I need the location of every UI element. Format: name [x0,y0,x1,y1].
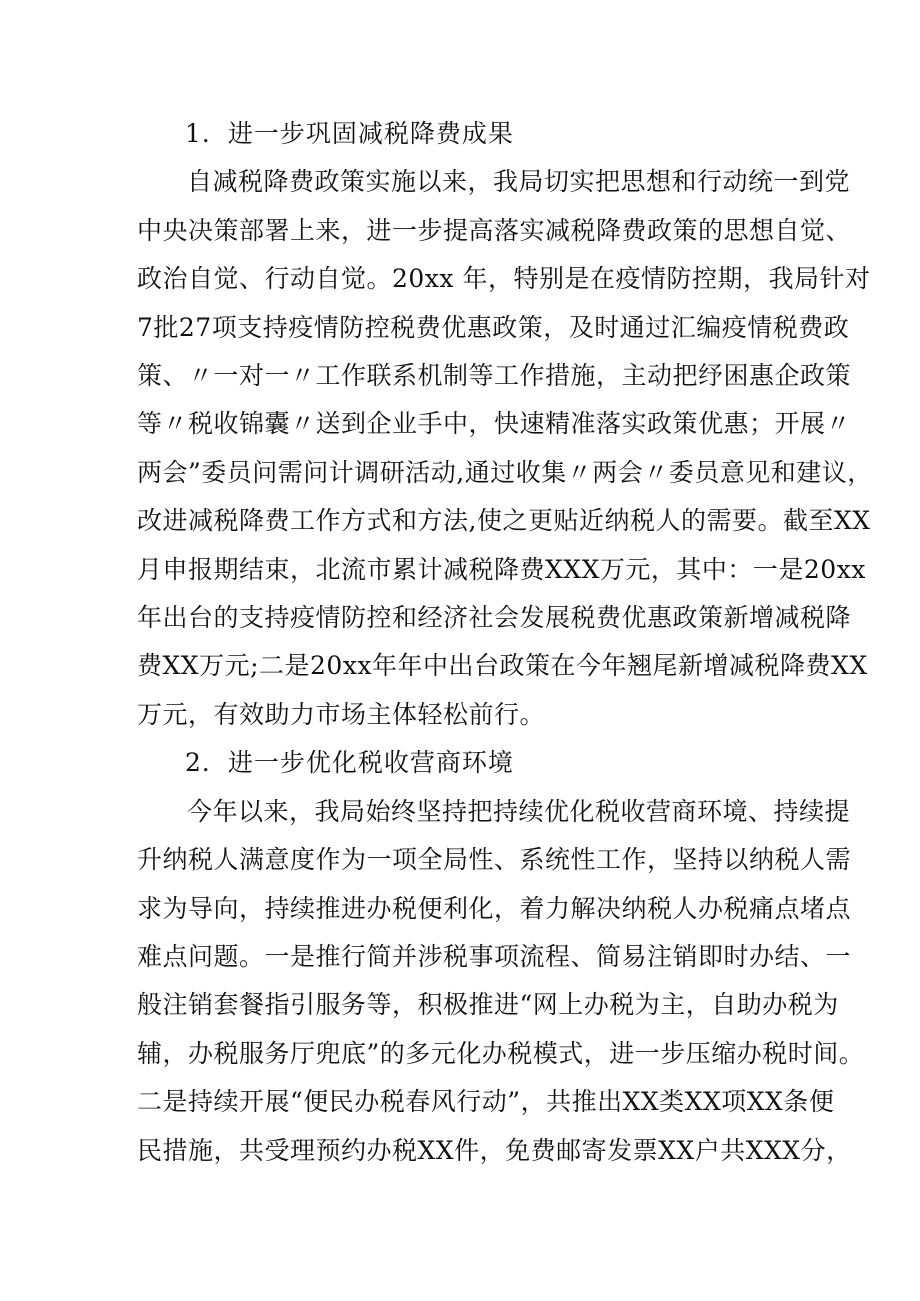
paragraph-line: 月申报期结束，北流市累计减税降费XXX万元，其中：一是20xx [137,554,866,584]
paragraph-line: 年出台的支持疫情防控和经济社会发展税费优惠政策新增减税降 [137,603,852,633]
paragraph-line: 中央决策部署上来，进一步提高落实减税降费政策的思想自觉、 [137,215,852,245]
paragraph-line: 二是持续开展“便民办税春风行动”，共推出XX类XX项XX条便 [137,1087,835,1117]
paragraph-line: 万元，有效助力市场主体轻松前行。 [137,699,546,729]
document-body [137,110,873,1175]
paragraph-line: 两会”委员问需问计调研活动,通过收集〃两会〃委员意见和建议， [137,457,873,487]
paragraph-line: 自减税降费政策实施以来，我局切实把思想和行动统一到党 [187,167,851,197]
paragraph-line: 民措施，共受理预约办税XX件，免费邮寄发票XX户共XXX分， [137,1135,852,1165]
section-heading-1: 1．进一步巩固减税降费成果 [185,119,514,148]
paragraph-line: 改进减税降费工作方式和方法,使之更贴近纳税人的需要。截至XX [137,506,871,536]
paragraph-line: 求为导向，持续推进办税便利化，着力解决纳税人办税痛点堵点 [137,893,852,923]
paragraph-line: 费XX万元;二是20xx年年中出台政策在今年翘尾新增减税降费XX [137,651,868,681]
section-heading-2: 2．进一步优化税收营商环境 [185,748,514,778]
paragraph-line: 政治自觉、行动自觉。20xx 年，特别是在疫情防控期，我局针对 [137,264,871,294]
paragraph-line: 升纳税人满意度作为一项全局性、系统性工作，坚持以纳税人需 [137,845,852,875]
paragraph-line: 等〃税收锦囊〃送到企业手中，快速精准落实政策优惠；开展〃 [137,409,852,439]
paragraph-line: 辅，办税服务厅兜底”的多元化办税模式，进一步压缩办税时间。 [137,1038,865,1068]
paragraph-line: 7批27项支持疫情防控税费优惠政策，及时通过汇编疫情税费政 [137,312,850,342]
paragraph-line: 策、〃一对一〃工作联系机制等工作措施，主动把纾困惠企政策 [137,361,852,391]
paragraph-line: 般注销套餐指引服务等，积极推进“网上办税为主，自助办税为 [137,990,839,1020]
paragraph-line: 难点问题。一是推行简并涉税事项流程、简易注销即时办结、一 [137,941,852,971]
paragraph-line: 今年以来，我局始终坚持把持续优化税收营商环境、持续提 [187,796,851,826]
